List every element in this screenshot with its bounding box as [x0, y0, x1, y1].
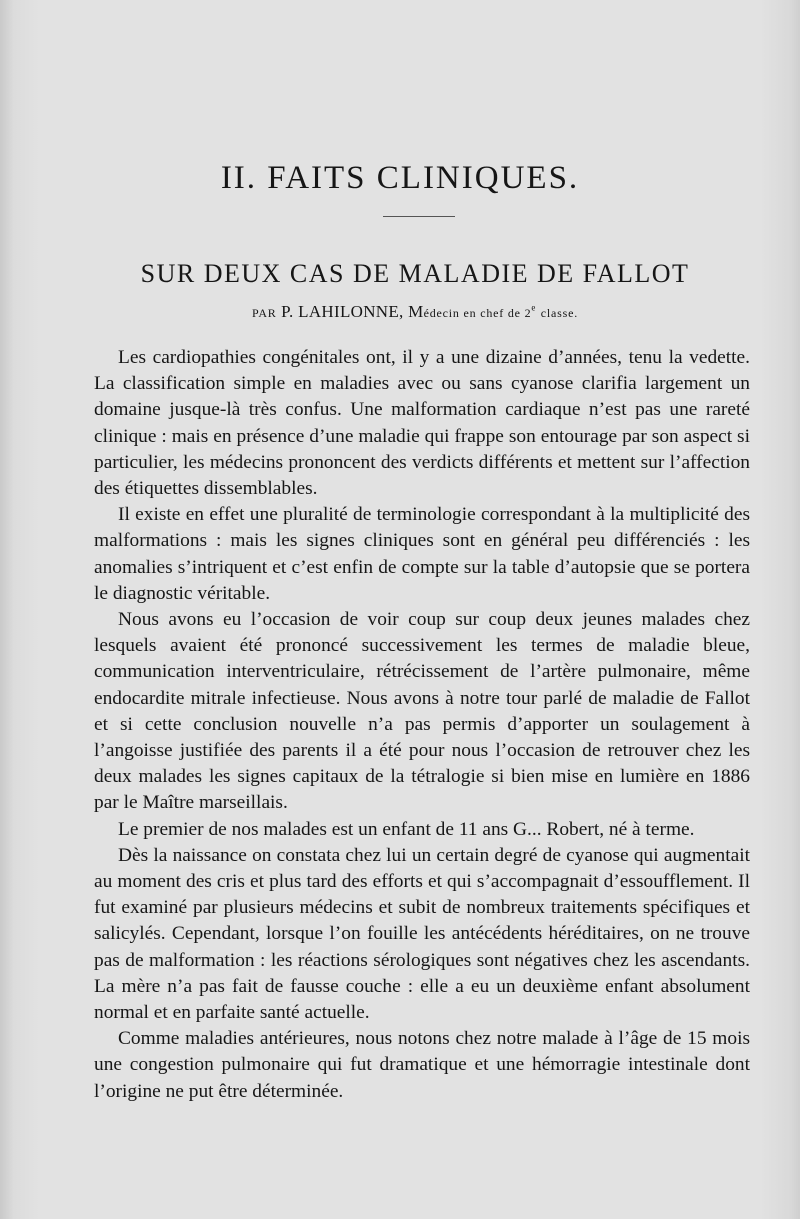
byline-author: P. LAHILONNE, [281, 302, 404, 321]
byline-par: PAR [251, 306, 277, 320]
article-body [94, 345, 750, 1105]
byline [0, 302, 800, 322]
byline-role-sup: e [531, 302, 537, 313]
byline-role: édecin en chef de 2 [423, 306, 532, 320]
title-divider [383, 216, 455, 217]
paragraph: Comme maladies antérieures, nous notons chez notre malade à l’âge de 15 mois une congestion pulmonaire qui fut dramatique et une hémorragie intestinale dont l’origine ne put être déterminée. [94, 1028, 750, 1102]
paragraph: Dès la naissance on constata chez lui un certain degré de cyanose qui augmentait au moment des cris et plus tard des efforts et qui s’accompagnait d’essoufflement. Il fut examiné par plusieurs médecins et subit de nombreux traitements spécifiques et salicylés. Cependant, lorsque l’on fouille les antécédents héréditaires, on ne trouve pas de malformation : les réactions sérologiques sont négatives chez les ascendants. La mère n’a pas fait de fausse couche : elle a eu un deuxième enfant absolument normal et en parfaite santé actuelle. [94, 844, 750, 1024]
paragraph: Les cardiopathies congénitales ont, il y a une dizaine d’années, tenu la vedette. La classification simple en maladies avec ou sans cyanose clarifia largement un domaine jusque-là très confus. Une malformation cardiaque n’est pas une rareté clinique : mais en présence d’une maladie qui frappe son entourage par son aspect si particulier, les médecins prononcent des verdicts différents et mettent sur l’affection des étiquettes dissemblables. [94, 347, 750, 500]
byline-role-initial: M [408, 302, 424, 321]
byline-role-end: classe. [540, 306, 579, 320]
paragraph: Le premier de nos malades est un enfant de 11 ans G... Robert, né à terme. [118, 818, 695, 840]
section-title: II. FAITS CLINIQUES. [220, 160, 580, 196]
article-title: SUR DEUX CAS DE MALADIE DE FALLOT [140, 259, 690, 288]
paragraph: Il existe en effet une pluralité de terminologie correspondant à la multiplicité des malformations : mais les signes cliniques sont en général peu différenciés : les anomalies s’intriquent et c’est enfin de compte sur la table d’autopsie que se portera le diagnostic véritable. [94, 504, 750, 604]
paragraph: Nous avons eu l’occasion de voir coup sur coup deux jeunes malades chez lesquels avaient été prononcé successivement les termes de maladie bleue, communication interventriculaire, rétrécissement de l’artère pulmonaire, même endocardite mitrale infectieuse. Nous avons à notre tour parlé de maladie de Fallot et si cette conclusion nouvelle n’a pas permis d’apporter un soulagement à l’angoisse justifiée des parents il a été pour nous l’occasion de retrouver chez les deux malades les signes capitaux de la tétralogie si bien mise en lumière en 1886 par le Maître marseillais. [94, 609, 750, 814]
